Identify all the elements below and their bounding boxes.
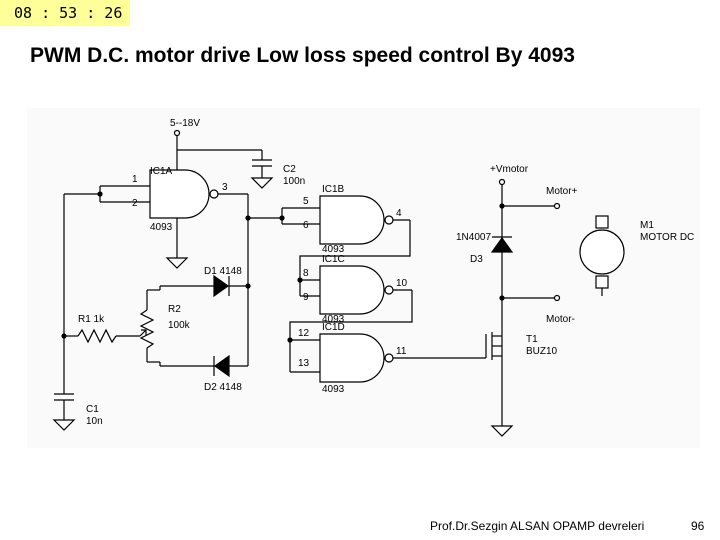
svg-text:10: 10	[396, 278, 408, 289]
gate-ic1b	[320, 196, 393, 244]
svg-text:R1 1k: R1 1k	[78, 314, 105, 325]
svg-text:4093: 4093	[322, 314, 345, 325]
svg-text:5: 5	[303, 196, 309, 207]
motor-m1	[580, 216, 624, 296]
svg-text:4093: 4093	[322, 244, 345, 255]
footer-credit: Prof.Dr.Sezgin ALSAN OPAMP devreleri	[430, 519, 645, 533]
svg-text:D1 4148: D1 4148	[204, 266, 242, 277]
capacitor-c2	[252, 150, 272, 188]
svg-text:6: 6	[303, 220, 309, 231]
svg-text:+Vmotor: +Vmotor	[490, 164, 529, 175]
svg-text:C1: C1	[86, 404, 99, 415]
svg-text:C2: C2	[283, 164, 296, 175]
svg-text:12: 12	[298, 328, 310, 339]
gate-ic1c	[320, 266, 393, 314]
page-number: 96	[691, 519, 705, 533]
svg-text:100k: 100k	[168, 320, 190, 331]
svg-text:MOTOR DC: MOTOR DC	[640, 232, 695, 243]
mosfet-t1	[486, 332, 502, 360]
diode-d2	[214, 356, 229, 376]
clock-display: 08 : 53 : 26	[0, 0, 130, 26]
svg-text:1: 1	[132, 174, 138, 185]
svg-text:10n: 10n	[86, 416, 103, 427]
supply-terminal	[175, 131, 180, 151]
capacitor-c1	[54, 394, 74, 430]
svg-text:T1: T1	[526, 334, 538, 345]
svg-text:D3: D3	[470, 254, 483, 265]
supply-label: 5--18V	[170, 118, 201, 129]
svg-text:11: 11	[396, 346, 407, 357]
svg-text:IC1D: IC1D	[322, 322, 345, 333]
svg-text:13: 13	[298, 358, 310, 369]
svg-text:Motor-: Motor-	[546, 314, 575, 325]
svg-text:4: 4	[396, 208, 402, 219]
svg-text:9: 9	[303, 292, 309, 303]
svg-text:IC1A: IC1A	[150, 166, 173, 177]
vmotor-terminal	[500, 180, 505, 427]
svg-text:IC1C: IC1C	[322, 254, 345, 265]
svg-text:3: 3	[222, 182, 228, 193]
svg-text:D2 4148: D2 4148	[204, 382, 242, 393]
svg-text:BUZ10: BUZ10	[526, 346, 558, 357]
svg-text:2: 2	[132, 198, 138, 209]
svg-text:IC1B: IC1B	[322, 184, 345, 195]
svg-text:100n: 100n	[283, 176, 306, 187]
diode-d3	[492, 237, 512, 252]
svg-text:8: 8	[303, 268, 309, 279]
svg-text:4093: 4093	[150, 222, 173, 233]
svg-text:R2: R2	[168, 304, 181, 315]
slide-title: PWM D.C. motor drive Low loss speed control By 4093	[30, 44, 575, 67]
circuit-diagram	[27, 108, 700, 448]
svg-text:1N4007: 1N4007	[456, 232, 492, 243]
potentiometer-r2	[140, 290, 153, 362]
gate-ic1d	[320, 334, 393, 382]
resistor-r1	[64, 330, 140, 342]
svg-text:4093: 4093	[322, 384, 345, 395]
diode-d1	[214, 276, 229, 296]
svg-text:M1: M1	[640, 220, 654, 231]
svg-text:Motor+: Motor+	[546, 186, 578, 197]
